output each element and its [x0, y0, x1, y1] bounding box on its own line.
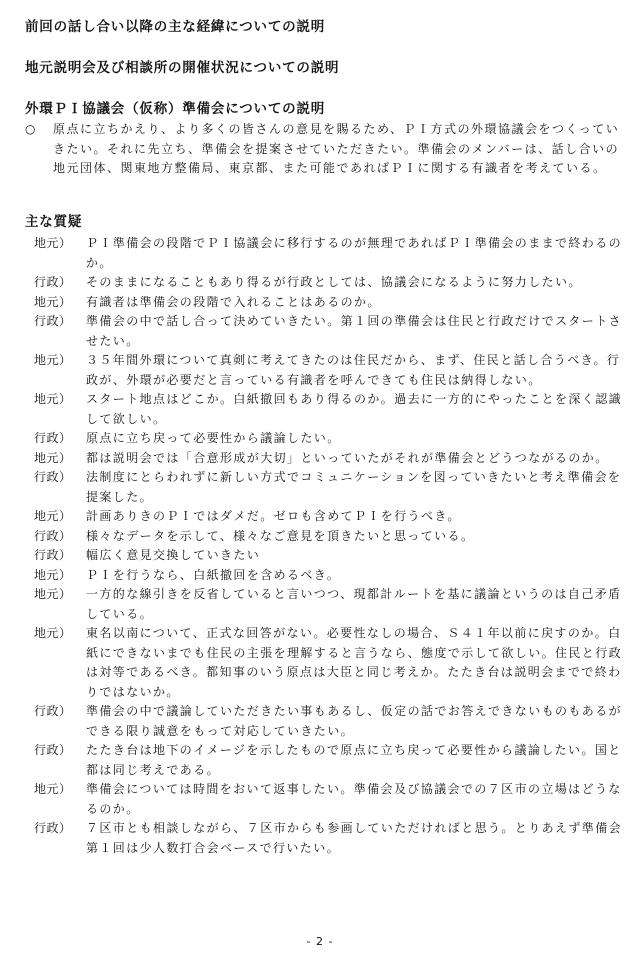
qa-text: 計画ありきのＰＩではダメだ。ゼロも含めてＰＩを行うべき。 [86, 509, 461, 523]
qa-item [34, 390, 624, 429]
qa-speaker: 行政） [34, 470, 72, 484]
qa-text: ＰＩ準備会の段階でＰＩ協議会に移行するのが無理であればＰＩ準備会のままで終わるのか。 [86, 236, 623, 270]
qa-speaker: 地元） [34, 450, 72, 465]
qa-item [34, 312, 624, 351]
qa-speaker: 地元） [34, 782, 72, 796]
qa-item [34, 234, 624, 273]
qa-text: 一方的な線引きを反省していると言いつつ、現都計ルートを基に議論というのは自己矛盾している。 [86, 587, 622, 621]
qa-item [34, 702, 624, 741]
qa-item [34, 585, 624, 624]
qa-text: たたき台は地下のイメージを示したもので原点に立ち戻って必要性から議論したい。国と都は同じ考えである。 [86, 743, 622, 777]
bullet-circle-icon: ○ [25, 122, 37, 136]
qa-item [34, 546, 624, 566]
qa-item [34, 273, 624, 293]
qa-text: スタート地点はどこか。白紙撤回もあり得るのか。過去に一方的にやったことを深く認識して欲しい。 [86, 392, 623, 426]
qa-speaker: 行政） [34, 528, 72, 543]
qa-speaker: 地元） [34, 567, 72, 582]
qa-text: ７区市とも相談しながら、７区市からも参画していただければと思う。とりあえず準備会第１回は少人数打合会ベースで行いたい。 [86, 821, 623, 855]
page-number: - 2 - [306, 935, 334, 948]
qa-speaker: 地元） [34, 392, 72, 406]
qa-text: 幅広く意見交換していきたい [86, 548, 261, 562]
qa-item [34, 468, 624, 507]
qa-speaker: 地元） [34, 626, 72, 640]
qa-speaker: 行政） [34, 314, 72, 328]
qa-speaker: 地元） [34, 353, 72, 367]
qa-text: 都は説明会では「合意形成が大切」といっていたがそれが準備会とどうつながるのか。 [86, 450, 609, 465]
qa-item [34, 429, 624, 449]
qa-speaker: 行政） [34, 743, 72, 757]
qa-speaker: 行政） [34, 431, 72, 445]
qa-text: 準備会の中で話し合って決めていきたい。第１回の準備会は住民と行政だけでスタートさせたい。 [86, 314, 623, 348]
qa-text: 有識者は準備会の段階で入れることはあるのか。 [86, 294, 381, 309]
qa-item [34, 741, 624, 780]
qa-speaker: 行政） [34, 821, 72, 835]
qa-text: ３５年間外環について真剣に考えてきたのは住民だから、まず、住民と話し合うべき。行政が、外環が必要だと言っている有識者を呼んできても住民は納得しない。 [86, 353, 621, 387]
qa-text: ＰＩを行うなら、白紙撤回を含めるべき。 [86, 567, 341, 582]
intro-text: 原点に立ちかえり、より多くの皆さんの意見を賜るため、ＰＩ方式の外環協議会をつくっていきたい。それに先立ち、準備会を提案させていただきたい。準備会のメンバーは、話し合いの地元団体、関東地方整備局、東京都、また可能であればＰＩに関する有識者を考えている。 [53, 122, 620, 175]
heading-main-questions: 主な質疑 [25, 214, 83, 230]
heading-briefing-status: 地元説明会及び相談所の開催状況についての説明 [25, 60, 340, 76]
qa-speaker: 行政） [34, 704, 72, 718]
qa-item [34, 819, 624, 858]
qa-item [34, 566, 624, 586]
qa-speaker: 地元） [34, 509, 72, 523]
qa-text: 原点に立ち戻って必要性から議論したい。 [86, 431, 341, 445]
qa-text: そのままになることもあり得るが行政としては、協議会になるように努力したい。 [86, 275, 582, 289]
qa-item [34, 449, 624, 469]
qa-text: 東名以南について、正式な回答がない。必要性なしの場合、Ｓ４１年以前に戻すのか。白紙にできないまでも住民の主張を理解すると言うなら、態度で示して欲しい。住民と行政は対等であるべき。都知事のいう原点は大臣と同じ考えか。たたき台は説明会までで終わりではないか。 [86, 626, 623, 699]
qa-item [34, 293, 624, 313]
qa-item [34, 780, 624, 819]
qa-text: 準備会については時間をおいて返事したい。準備会及び協議会での７区市の立場はどうなるのか。 [86, 782, 622, 816]
intro-paragraph [25, 120, 621, 179]
qa-item [34, 507, 624, 527]
heading-progress-explanation: 前回の話し合い以降の主な経緯についての説明 [25, 19, 326, 35]
heading-pi-preparatory-meeting: 外環ＰＩ協議会（仮称）準備会についての説明 [25, 101, 326, 117]
qa-speaker: 地元） [34, 236, 72, 250]
qa-text: 法制度にとらわれずに新しい方式でコミュニケーションを図っていきたいと考え準備会を提案した。 [86, 470, 622, 504]
qa-speaker: 地元） [34, 294, 72, 309]
qa-list [34, 234, 624, 858]
qa-speaker: 行政） [34, 275, 72, 289]
qa-item [34, 351, 624, 390]
qa-item [34, 527, 624, 547]
qa-speaker: 行政） [34, 548, 72, 562]
qa-speaker: 地元） [34, 587, 72, 601]
qa-text: 様々なデータを示して、様々なご意見を頂きたいと思っている。 [86, 528, 475, 543]
qa-item [34, 624, 624, 702]
qa-text: 準備会の中で議論していただきたい事もあるし、仮定の話でお答えできないものもあるができる限り誠意をもって対応していきたい。 [86, 704, 623, 738]
